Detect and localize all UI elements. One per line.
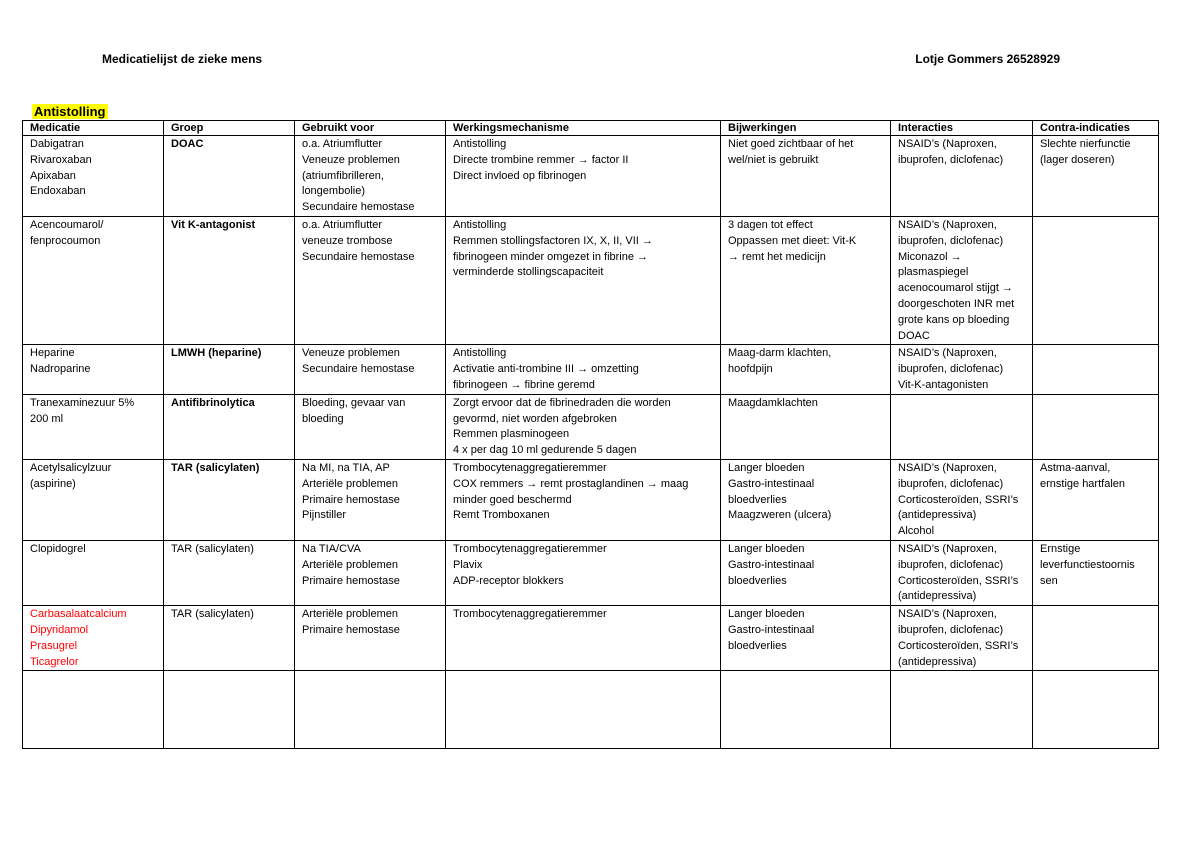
cell-groep bbox=[164, 606, 295, 671]
cell-gebruikt bbox=[295, 540, 446, 605]
cell-line: Veneuze problemen bbox=[302, 347, 400, 360]
cell-line: Primaire hemostase bbox=[302, 574, 400, 587]
cell-line: bloedverlies bbox=[728, 493, 787, 506]
cell-line: Nadroparine bbox=[30, 363, 91, 376]
cell-line: Arteriële problemen bbox=[302, 558, 398, 571]
cell-line: Antistolling bbox=[453, 347, 507, 360]
cell-line: bloedverlies bbox=[728, 574, 787, 587]
page-header bbox=[102, 52, 1060, 70]
cell-werking bbox=[446, 459, 721, 540]
cell-line: Heparine bbox=[30, 347, 75, 360]
cell-line: fibrinogeen → fibrine geremd bbox=[453, 378, 595, 391]
cell-groep bbox=[164, 136, 295, 217]
empty-table-row bbox=[23, 671, 1159, 749]
document-title: Medicatielijst de zieke mens bbox=[102, 52, 263, 66]
cell-line: (antidepressiva) bbox=[898, 655, 977, 668]
cell-line: ibuprofen, diclofenac) bbox=[898, 363, 1004, 376]
cell-line: veneuze trombose bbox=[302, 234, 393, 247]
cell-line: minder goed beschermd bbox=[453, 493, 572, 506]
cell-line: bloedverlies bbox=[728, 639, 787, 652]
table-row bbox=[23, 136, 1159, 217]
cell-werking bbox=[446, 345, 721, 394]
table-row bbox=[23, 540, 1159, 605]
author-info: Lotje Gommers 26528929 bbox=[915, 52, 1060, 66]
cell-line: Gastro-intestinaal bbox=[728, 477, 815, 490]
cell-contra bbox=[1033, 394, 1159, 459]
cell-line: ernstige hartfalen bbox=[1040, 477, 1125, 490]
cell-line: NSAID’s (Naproxen, bbox=[898, 347, 997, 360]
cell-line: hoofdpijn bbox=[728, 363, 773, 376]
cell-line: Secundaire hemostase bbox=[302, 201, 415, 214]
cell-werking bbox=[446, 136, 721, 217]
empty-cell bbox=[295, 671, 446, 749]
table-row bbox=[23, 459, 1159, 540]
cell-line: (atriumfibrilleren, bbox=[302, 169, 384, 182]
cell-interacties bbox=[891, 136, 1033, 217]
cell-medicatie bbox=[23, 216, 164, 344]
cell-line: Alcohol bbox=[898, 525, 935, 538]
cell-line: Trombocytenaggregatieremmer bbox=[453, 608, 607, 621]
cell-bijwerkingen bbox=[721, 606, 891, 671]
column-header: Gebruikt voor bbox=[295, 121, 446, 136]
table-row bbox=[23, 345, 1159, 394]
cell-line: grote kans op bloeding bbox=[898, 313, 1010, 326]
cell-line: NSAID’s (Naproxen, bbox=[898, 461, 997, 474]
cell-line: Plavix bbox=[453, 558, 483, 571]
cell-bijwerkingen bbox=[721, 394, 891, 459]
cell-line: Primaire hemostase bbox=[302, 623, 400, 636]
cell-line: Primaire hemostase bbox=[302, 493, 400, 506]
cell-line: Vit K-antagonist bbox=[171, 218, 256, 231]
cell-line: Antistolling bbox=[453, 218, 507, 231]
cell-line: sen bbox=[1040, 574, 1058, 587]
cell-line: o.a. Atriumflutter bbox=[302, 138, 383, 150]
cell-line: Corticosteroïden, SSRI’s bbox=[898, 574, 1019, 587]
cell-line: Secundaire hemostase bbox=[302, 250, 415, 263]
empty-cell bbox=[891, 671, 1033, 749]
cell-gebruikt bbox=[295, 345, 446, 394]
cell-bijwerkingen bbox=[721, 216, 891, 344]
empty-cell bbox=[1033, 671, 1159, 749]
cell-line: ibuprofen, diclofenac) bbox=[898, 153, 1004, 166]
cell-line: Secundaire hemostase bbox=[302, 363, 415, 376]
cell-line: (lager doseren) bbox=[1040, 153, 1115, 166]
cell-line: Corticosteroïden, SSRI’s bbox=[898, 493, 1019, 506]
cell-line: Oppassen met dieet: Vit-K bbox=[728, 234, 857, 247]
column-header: Bijwerkingen bbox=[721, 121, 891, 136]
cell-interacties bbox=[891, 540, 1033, 605]
cell-werking bbox=[446, 216, 721, 344]
cell-line: Zorgt ervoor dat de fibrinedraden die worden bbox=[453, 396, 671, 409]
cell-line: Tranexaminezuur 5% bbox=[30, 396, 135, 409]
cell-line: ibuprofen, diclofenac) bbox=[898, 623, 1004, 636]
cell-line: Trombocytenaggregatieremmer bbox=[453, 542, 607, 555]
cell-groep bbox=[164, 540, 295, 605]
cell-line: Miconazol → bbox=[898, 250, 962, 263]
cell-line: Langer bloeden bbox=[728, 608, 805, 621]
cell-line: ibuprofen, diclofenac) bbox=[898, 234, 1004, 247]
cell-line: Antifibrinolytica bbox=[171, 396, 255, 409]
cell-line: bloeding bbox=[302, 412, 344, 425]
cell-line: Bloeding, gevaar van bbox=[302, 396, 406, 409]
cell-interacties bbox=[891, 606, 1033, 671]
cell-bijwerkingen bbox=[721, 136, 891, 217]
empty-cell bbox=[721, 671, 891, 749]
cell-line: Clopidogrel bbox=[30, 542, 86, 555]
table-header-row bbox=[23, 121, 1159, 136]
empty-cell bbox=[23, 671, 164, 749]
cell-groep bbox=[164, 394, 295, 459]
cell-line: Directe trombine remmer → factor II bbox=[453, 153, 629, 166]
table-body bbox=[23, 136, 1159, 749]
cell-line: Carbasalaatcalcium bbox=[30, 608, 127, 621]
cell-medicatie bbox=[23, 459, 164, 540]
cell-line: leverfunctiestoornis bbox=[1040, 558, 1135, 571]
cell-line: Acencoumarol/ bbox=[30, 218, 104, 231]
cell-line: Corticosteroïden, SSRI’s bbox=[898, 639, 1019, 652]
cell-line: Pijnstiller bbox=[302, 509, 347, 522]
cell-line: wel/niet is gebruikt bbox=[728, 153, 819, 166]
cell-line: Gastro-intestinaal bbox=[728, 623, 815, 636]
cell-medicatie bbox=[23, 345, 164, 394]
cell-line: Langer bloeden bbox=[728, 461, 805, 474]
cell-line: Dipyridamol bbox=[30, 623, 89, 636]
cell-gebruikt bbox=[295, 136, 446, 217]
table-row bbox=[23, 216, 1159, 344]
cell-medicatie bbox=[23, 136, 164, 217]
cell-line: Acetylsalicylzuur bbox=[30, 461, 112, 474]
cell-bijwerkingen bbox=[721, 345, 891, 394]
cell-bijwerkingen bbox=[721, 540, 891, 605]
cell-interacties bbox=[891, 459, 1033, 540]
cell-line: Antistolling bbox=[453, 138, 507, 150]
column-header: Contra-indicaties bbox=[1033, 121, 1159, 136]
cell-line: Maagzweren (ulcera) bbox=[728, 509, 832, 522]
cell-contra bbox=[1033, 345, 1159, 394]
cell-line: 3 dagen tot effect bbox=[728, 218, 813, 231]
cell-line: Ernstige bbox=[1040, 542, 1081, 555]
cell-line: (antidepressiva) bbox=[898, 590, 977, 603]
cell-line: Remt Tromboxanen bbox=[453, 509, 550, 522]
cell-line: ibuprofen, diclofenac) bbox=[898, 477, 1004, 490]
cell-gebruikt bbox=[295, 606, 446, 671]
cell-werking bbox=[446, 394, 721, 459]
cell-line: longembolie) bbox=[302, 185, 365, 198]
cell-line: DOAC bbox=[898, 329, 930, 342]
cell-line: verminderde stollingscapaciteit bbox=[453, 266, 604, 279]
cell-line: Astma-aanval, bbox=[1040, 461, 1111, 474]
cell-line: Slechte nierfunctie bbox=[1040, 138, 1131, 150]
cell-line: Arteriële problemen bbox=[302, 477, 398, 490]
empty-cell bbox=[446, 671, 721, 749]
cell-line: plasmaspiegel bbox=[898, 266, 969, 279]
cell-line: TAR (salicylaten) bbox=[171, 461, 260, 474]
cell-medicatie bbox=[23, 394, 164, 459]
cell-interacties bbox=[891, 345, 1033, 394]
cell-gebruikt bbox=[295, 459, 446, 540]
cell-line: NSAID’s (Naproxen, bbox=[898, 218, 997, 231]
cell-line: Remmen plasminogeen bbox=[453, 428, 570, 441]
cell-line: Maag-darm klachten, bbox=[728, 347, 832, 360]
column-header: Werkingsmechanisme bbox=[446, 121, 721, 136]
cell-line: gevormd, niet worden afgebroken bbox=[453, 412, 617, 425]
cell-contra bbox=[1033, 606, 1159, 671]
cell-line: NSAID’s (Naproxen, bbox=[898, 138, 997, 150]
cell-line: Niet goed zichtbaar of het bbox=[728, 138, 854, 150]
cell-line: fibrinogeen minder omgezet in fibrine → bbox=[453, 250, 649, 263]
section-title: Antistolling bbox=[34, 104, 106, 119]
cell-line: Langer bloeden bbox=[728, 542, 805, 555]
cell-line: Activatie anti-trombine III → omzetting bbox=[453, 363, 639, 376]
cell-line: Arteriële problemen bbox=[302, 608, 398, 621]
cell-line: o.a. Atriumflutter bbox=[302, 218, 383, 231]
cell-line: acenocoumarol stijgt → bbox=[898, 282, 1013, 295]
cell-line: TAR (salicylaten) bbox=[171, 608, 254, 621]
cell-line: ADP-receptor blokkers bbox=[453, 574, 564, 587]
cell-line: Trombocytenaggregatieremmer bbox=[453, 461, 607, 474]
cell-line: Dabigatran bbox=[30, 138, 84, 150]
table-row bbox=[23, 606, 1159, 671]
cell-line: Direct invloed op fibrinogen bbox=[453, 169, 587, 182]
cell-bijwerkingen bbox=[721, 459, 891, 540]
cell-line: fenprocoumon bbox=[30, 234, 101, 247]
cell-groep bbox=[164, 216, 295, 344]
cell-line: Veneuze problemen bbox=[302, 153, 400, 166]
empty-cell bbox=[164, 671, 295, 749]
cell-line: Na TIA/CVA bbox=[302, 542, 361, 555]
cell-werking bbox=[446, 540, 721, 605]
cell-line: Remmen stollingsfactoren IX, X, II, VII → bbox=[453, 234, 653, 247]
cell-line: Rivaroxaban bbox=[30, 153, 92, 166]
cell-groep bbox=[164, 345, 295, 394]
cell-contra bbox=[1033, 136, 1159, 217]
cell-interacties bbox=[891, 394, 1033, 459]
cell-werking bbox=[446, 606, 721, 671]
cell-line: LMWH (heparine) bbox=[171, 347, 262, 360]
cell-contra bbox=[1033, 459, 1159, 540]
cell-line: Vit-K-antagonisten bbox=[898, 378, 989, 391]
cell-medicatie bbox=[23, 606, 164, 671]
cell-line: Endoxaban bbox=[30, 185, 86, 198]
column-header: Interacties bbox=[891, 121, 1033, 136]
column-header: Groep bbox=[164, 121, 295, 136]
cell-line: Prasugrel bbox=[30, 639, 78, 652]
cell-contra bbox=[1033, 540, 1159, 605]
cell-line: DOAC bbox=[171, 138, 204, 150]
cell-line: doorgeschoten INR met bbox=[898, 297, 1015, 310]
table-row bbox=[23, 394, 1159, 459]
cell-line: NSAID’s (Naproxen, bbox=[898, 542, 997, 555]
cell-contra bbox=[1033, 216, 1159, 344]
cell-line: 4 x per dag 10 ml gedurende 5 dagen bbox=[453, 444, 637, 457]
cell-line: ibuprofen, diclofenac) bbox=[898, 558, 1004, 571]
column-header: Medicatie bbox=[23, 121, 164, 136]
cell-line: COX remmers → remt prostaglandinen → maag bbox=[453, 477, 689, 490]
cell-line: → remt het medicijn bbox=[728, 250, 826, 263]
cell-groep bbox=[164, 459, 295, 540]
cell-line: 200 ml bbox=[30, 412, 64, 425]
cell-line: NSAID’s (Naproxen, bbox=[898, 608, 997, 621]
cell-gebruikt bbox=[295, 394, 446, 459]
cell-line: Apixaban bbox=[30, 169, 76, 182]
cell-line: Maagdamklachten bbox=[728, 396, 818, 409]
medication-table bbox=[22, 120, 1159, 749]
cell-line: (aspirine) bbox=[30, 477, 76, 490]
cell-gebruikt bbox=[295, 216, 446, 344]
cell-line: TAR (salicylaten) bbox=[171, 542, 254, 555]
cell-medicatie bbox=[23, 540, 164, 605]
cell-line: Na MI, na TIA, AP bbox=[302, 461, 390, 474]
cell-line: Gastro-intestinaal bbox=[728, 558, 815, 571]
cell-interacties bbox=[891, 216, 1033, 344]
cell-line: (antidepressiva) bbox=[898, 509, 977, 522]
cell-line: Ticagrelor bbox=[30, 655, 79, 668]
